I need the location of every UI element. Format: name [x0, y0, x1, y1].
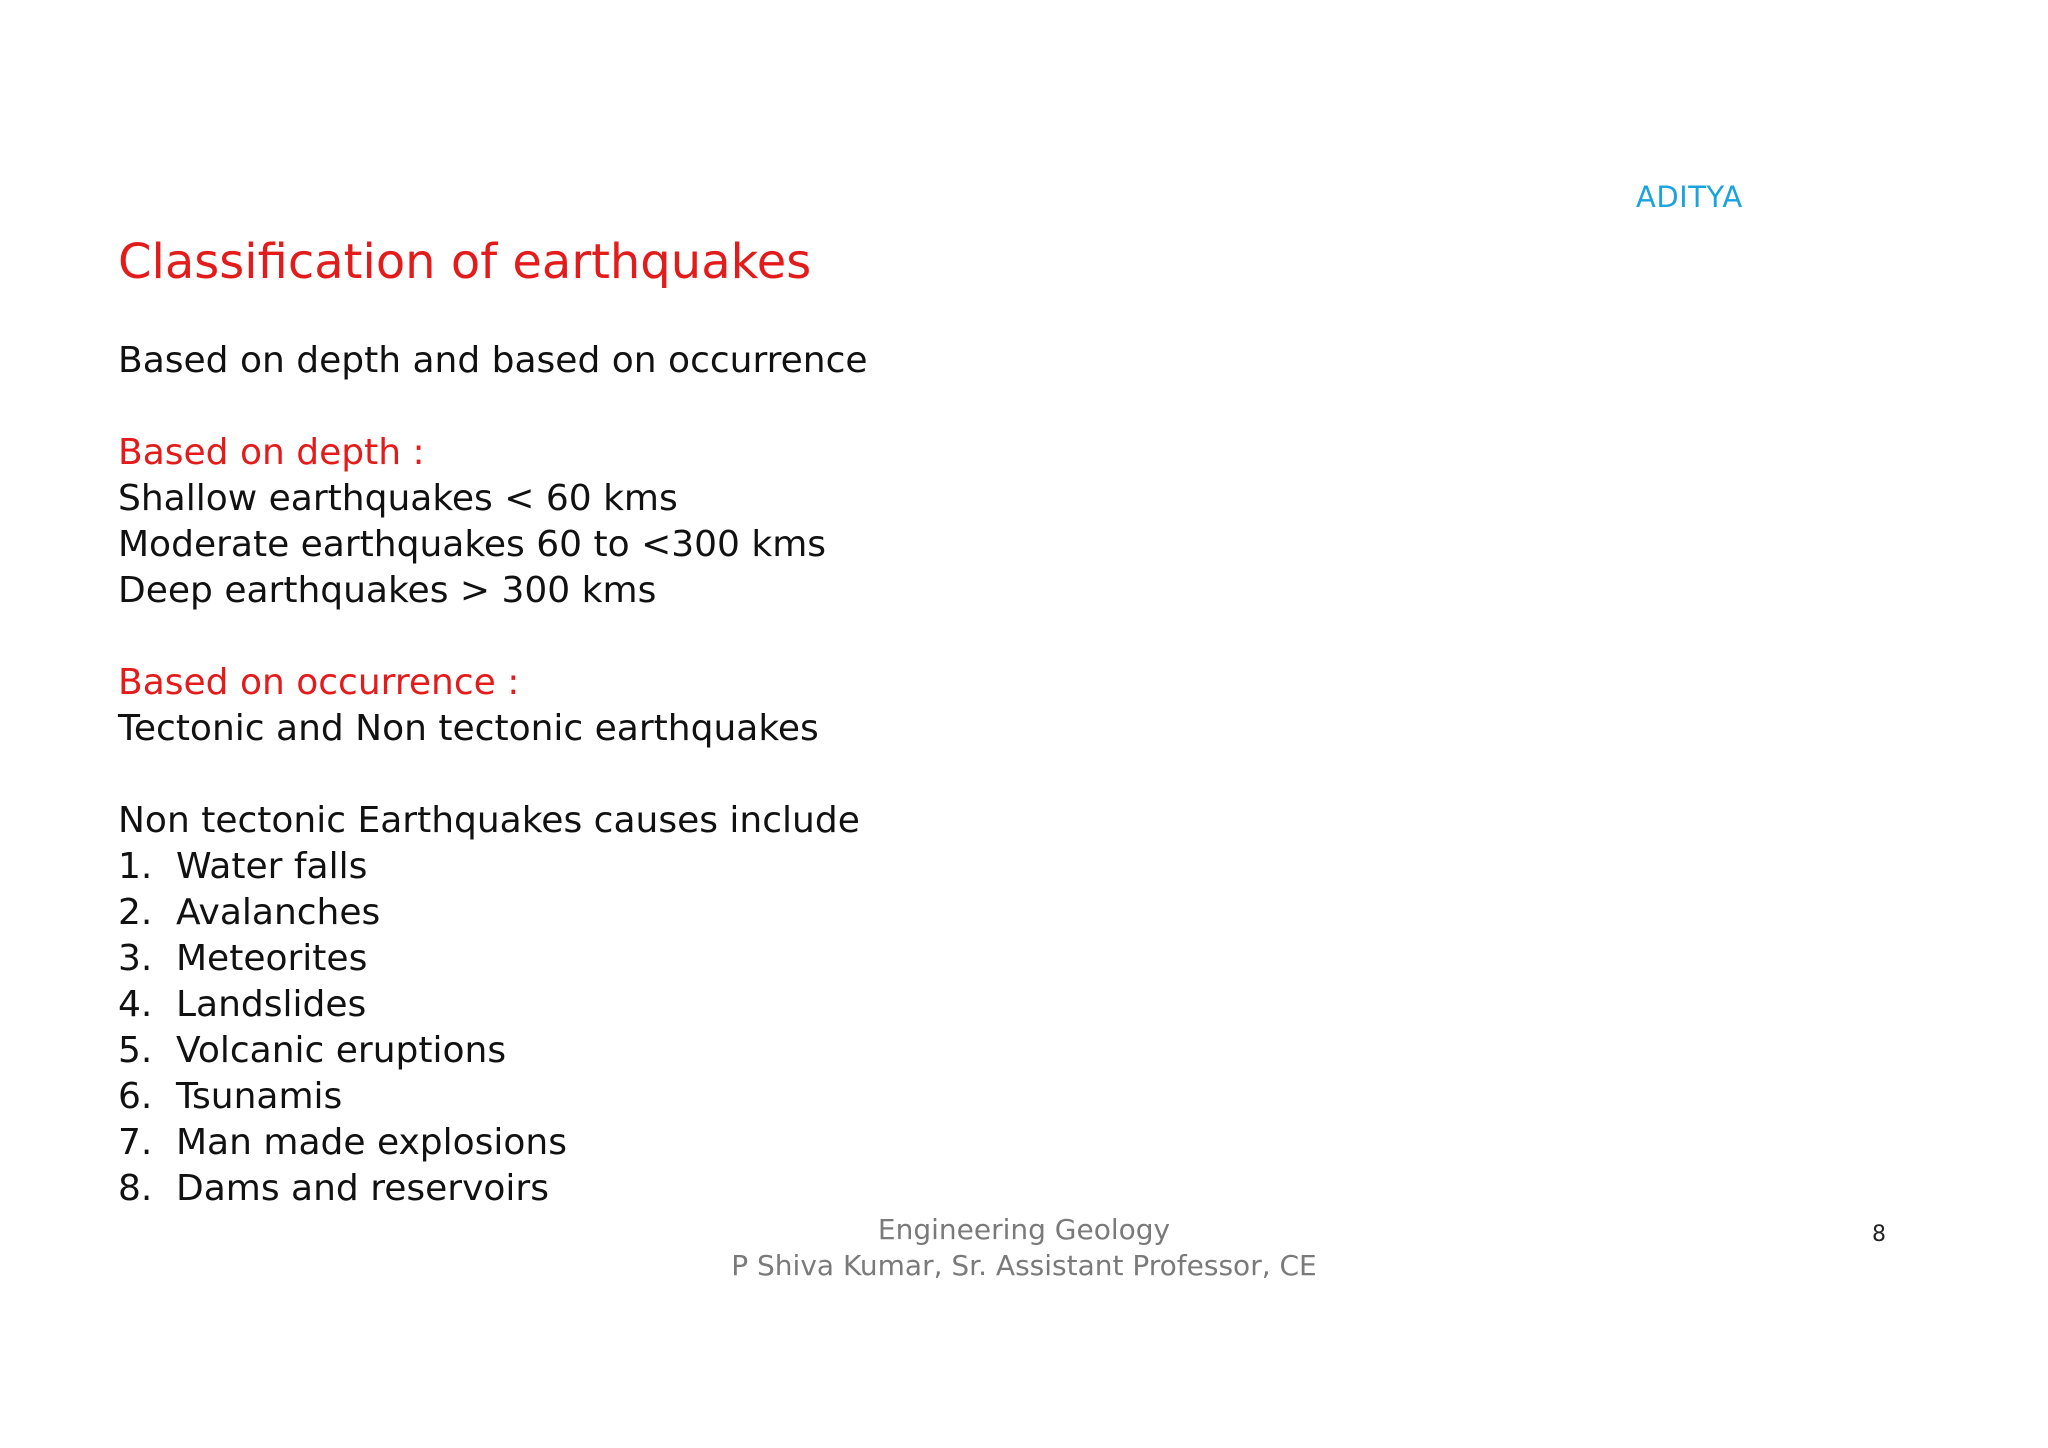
list-item-number: 1.: [118, 846, 153, 887]
list-item-number: 8.: [118, 1168, 153, 1209]
intro-text: Based on depth and based on occurrence: [118, 340, 868, 381]
list-item-number: 7.: [118, 1122, 153, 1163]
footer-author: P Shiva Kumar, Sr. Assistant Professor, CE: [731, 1249, 1317, 1282]
list-item-text: Meteorites: [176, 938, 368, 979]
list-item-text: Landslides: [176, 984, 367, 1025]
slide-title: Classification of earthquakes: [118, 234, 812, 290]
list-item: [118, 936, 868, 982]
occurrence-heading: Based on occurrence :: [118, 662, 520, 703]
list-item: [118, 1120, 868, 1166]
list-item-number: 2.: [118, 892, 153, 933]
causes-list: [118, 844, 868, 1212]
footer-course-title: Engineering Geology: [877, 1213, 1171, 1246]
spacer: [118, 752, 868, 798]
depth-line-shallow: Shallow earthquakes < 60 kms: [118, 478, 678, 519]
occurrence-line: Tectonic and Non tectonic earthquakes: [118, 708, 819, 749]
depth-heading: Based on depth :: [118, 432, 425, 473]
brand-logo-text: ADITYA: [1636, 180, 1743, 214]
list-item-number: 4.: [118, 984, 153, 1025]
list-item-text: Man made explosions: [176, 1122, 568, 1163]
spacer: [118, 384, 868, 430]
depth-line-deep: Deep earthquakes > 300 kms: [118, 570, 657, 611]
depth-line-moderate: Moderate earthquakes 60 to <300 kms: [118, 524, 827, 565]
list-item-number: 3.: [118, 938, 153, 979]
list-item-text: Tsunamis: [176, 1076, 343, 1117]
causes-intro: Non tectonic Earthquakes causes include: [118, 800, 860, 841]
list-item: [118, 982, 868, 1028]
list-item-number: 5.: [118, 1030, 153, 1071]
list-item-text: Water falls: [176, 846, 368, 887]
list-item: [118, 844, 868, 890]
list-item-text: Dams and reservoirs: [176, 1168, 549, 1209]
page-number: 8: [1872, 1222, 1886, 1247]
list-item-text: Avalanches: [176, 892, 381, 933]
list-item-number: 6.: [118, 1076, 153, 1117]
spacer: [118, 614, 868, 660]
list-item: [118, 1166, 868, 1212]
list-item: [118, 1028, 868, 1074]
list-item: [118, 890, 868, 936]
list-item: [118, 1074, 868, 1120]
list-item-text: Volcanic eruptions: [176, 1030, 507, 1071]
slide-content: [118, 338, 868, 1212]
